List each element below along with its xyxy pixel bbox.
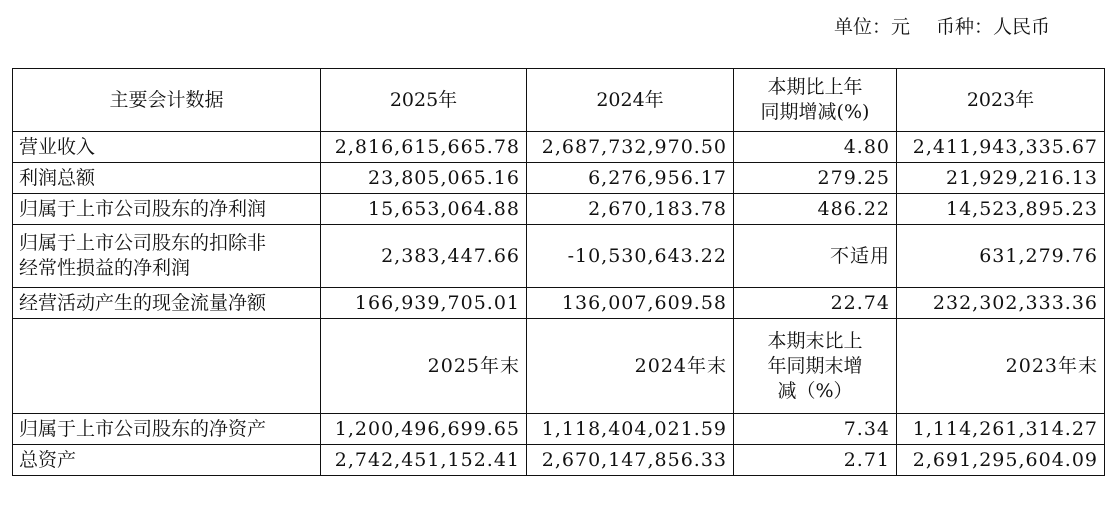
value-2023: 14,523,895.23 bbox=[897, 194, 1105, 225]
header-change-line1: 本期比上年 bbox=[767, 76, 863, 98]
table-row-operating-cash-flow bbox=[13, 288, 1105, 319]
value-2024: 2,670,147,856.33 bbox=[527, 445, 734, 476]
value-2025: 2,383,447.66 bbox=[321, 225, 527, 288]
value-2023: 2,411,943,335.67 bbox=[897, 132, 1105, 163]
table-row-net-profit-deducted bbox=[13, 225, 1105, 288]
header-2023: 2023年 bbox=[897, 69, 1105, 132]
value-2023: 1,114,261,314.27 bbox=[897, 414, 1105, 445]
unit-currency-line bbox=[834, 12, 1050, 39]
value-change: 279.25 bbox=[734, 163, 897, 194]
header-2024: 2024年 bbox=[527, 69, 734, 132]
row-label: 归属于上市公司股东的净资产 bbox=[13, 414, 321, 445]
unit-label: 单位：元 bbox=[833, 16, 910, 38]
row-label bbox=[13, 225, 321, 288]
value-2025: 15,653,064.88 bbox=[321, 194, 527, 225]
value-2025: 1,200,496,699.65 bbox=[321, 414, 527, 445]
value-2023: 2,691,295,604.09 bbox=[897, 445, 1105, 476]
value-2024: 6,276,956.17 bbox=[527, 163, 734, 194]
value-2023: 232,302,333.36 bbox=[897, 288, 1105, 319]
value-2024: 2,670,183.78 bbox=[527, 194, 734, 225]
header2-change-line2: 年同期末增 bbox=[767, 354, 863, 377]
header2-2024-end: 2024年末 bbox=[527, 319, 734, 414]
table-row-total-profit bbox=[13, 163, 1105, 194]
row-label: 营业收入 bbox=[13, 132, 321, 163]
table-row-total-assets bbox=[13, 445, 1105, 476]
value-2024: -10,530,643.22 bbox=[527, 225, 734, 288]
header2-empty bbox=[13, 319, 321, 414]
header-change bbox=[734, 69, 897, 132]
header-item-name: 主要会计数据 bbox=[13, 69, 321, 132]
value-2025: 166,939,705.01 bbox=[321, 288, 527, 319]
table-row-net-assets bbox=[13, 414, 1105, 445]
header2-change bbox=[734, 319, 897, 414]
value-2024: 136,007,609.58 bbox=[527, 288, 734, 319]
row-label: 利润总额 bbox=[13, 163, 321, 194]
value-2024: 2,687,732,970.50 bbox=[527, 132, 734, 163]
header2-2025-end: 2025年末 bbox=[321, 319, 527, 414]
row-label-line2: 经常性损益的净利润 bbox=[19, 257, 191, 279]
value-2023: 631,279.76 bbox=[897, 225, 1105, 288]
currency-label: 币种：人民币 bbox=[935, 16, 1050, 38]
value-2023: 21,929,216.13 bbox=[897, 163, 1105, 194]
value-change: 4.80 bbox=[734, 132, 897, 163]
header-row-year-end bbox=[13, 319, 1105, 414]
value-change: 486.22 bbox=[734, 194, 897, 225]
header-change-line2: 同期增减(%) bbox=[760, 101, 870, 123]
value-change: 7.34 bbox=[734, 414, 897, 445]
header-2025: 2025年 bbox=[321, 69, 527, 132]
value-change: 22.74 bbox=[734, 288, 897, 319]
table-row-revenue bbox=[13, 132, 1105, 163]
header-row bbox=[13, 69, 1105, 132]
row-label: 总资产 bbox=[13, 445, 321, 476]
header2-change-line1: 本期末比上 bbox=[767, 329, 863, 352]
key-accounting-data-table bbox=[12, 68, 1105, 476]
value-2025: 2,816,615,665.78 bbox=[321, 132, 527, 163]
value-2025: 2,742,451,152.41 bbox=[321, 445, 527, 476]
value-2025: 23,805,065.16 bbox=[321, 163, 527, 194]
header2-change-line3: 减（%） bbox=[777, 379, 853, 402]
value-change: 2.71 bbox=[734, 445, 897, 476]
header2-2023-end: 2023年末 bbox=[897, 319, 1105, 414]
row-label-line1: 归属于上市公司股东的扣除非 bbox=[19, 232, 267, 254]
value-change: 不适用 bbox=[734, 225, 897, 288]
row-label: 经营活动产生的现金流量净额 bbox=[13, 288, 321, 319]
value-2024: 1,118,404,021.59 bbox=[527, 414, 734, 445]
table-row-net-profit bbox=[13, 194, 1105, 225]
row-label: 归属于上市公司股东的净利润 bbox=[13, 194, 321, 225]
